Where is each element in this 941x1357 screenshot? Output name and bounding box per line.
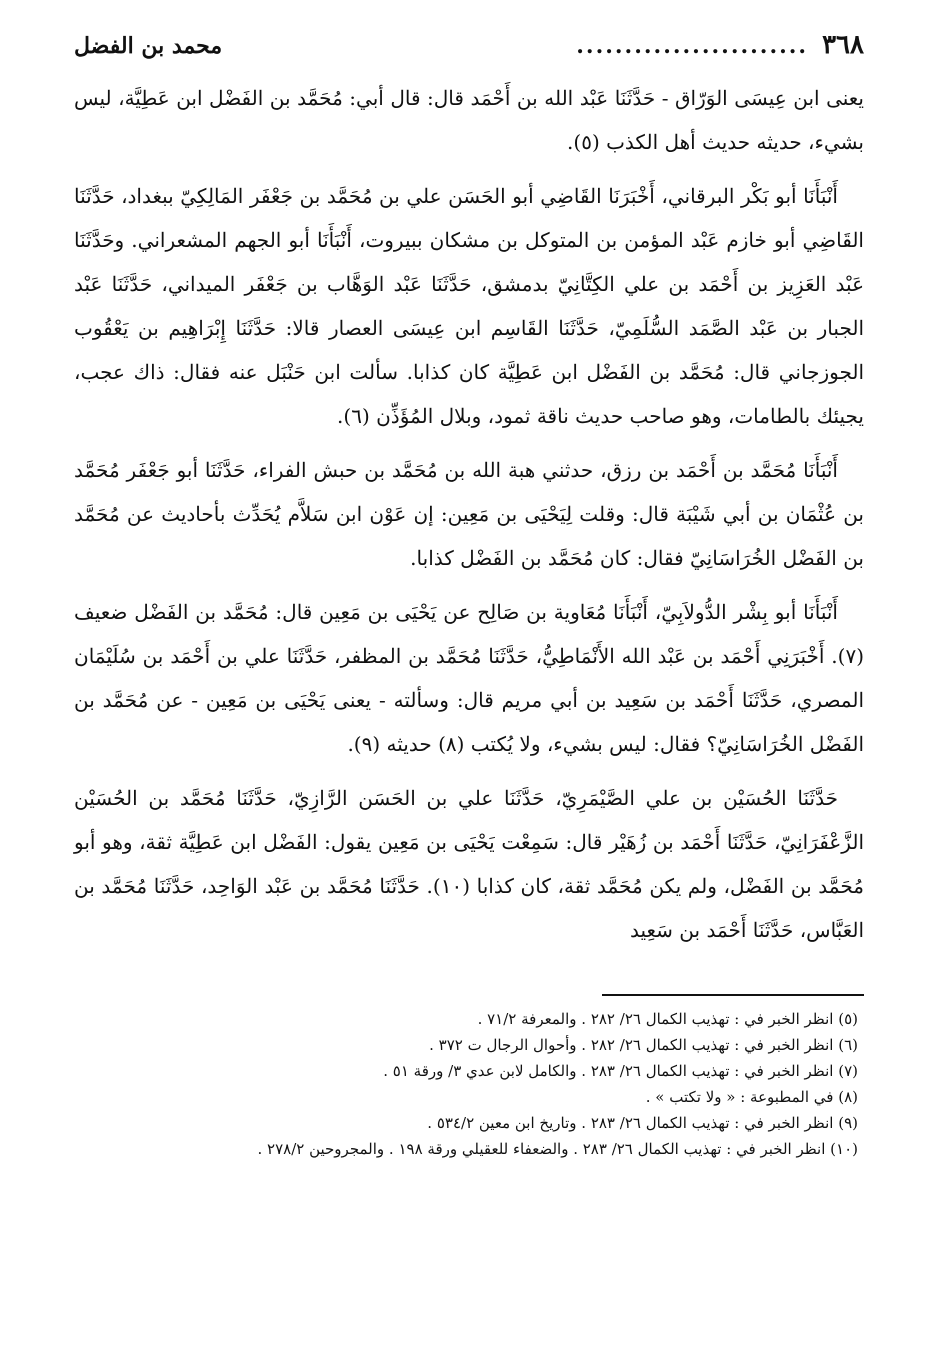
paragraph-1: يعنى ابن عِيسَى الوَرّاق - حَدَّثَنَا عَبْد الله بن أَحْمَد قال: قال أبي: مُحَمَّد بن الفَضْل ابن عَطِيَّة، ليس بشيء، حديثه حديث أهل الكذب (٥). (74, 86, 865, 154)
footnote-10: (١٠) انظر الخبر في : تهذيب الكمال ٢٦/ ٢٨٣ . والضعفاء للعقيلي ورقة ١٩٨ . والمجروحين ٢٧٨/٢ . (257, 1140, 858, 1158)
book-page (74, 30, 864, 1340)
paragraph-4: أَنْبَأَنَا أبو بِشْر الدُّولاَبِيّ، أَنْبَأَنَا مُعَاوية بن صَالِح عن يَحْيَى بن مَعِين قال: مُحَمَّد بن الفَضْل ضعيف (٧). أَخْبَرَنِي أَحْمَد بن عَبْد الله الأَنْمَاطِيُّ، حَدَّثَنَا مُحَمَّد بن المظفر، حَدَّثَنَا علي بن أَحْمَد بن سُلَيْمَان المصري، حَدَّثَنَا أَحْمَد بن سَعِيد بن أبي مريم قال: وسألته - يعنى يَحْيَى بن مَعِين - عن مُحَمَّد بن الفَضْل الخُرَاسَانِيّ؟ فقال: ليس بشيء، ولا يُكتب (٨) حديثه (٩). (74, 600, 864, 756)
footnote-8: (٨) في المطبوعة : « ولا تكتب » . (645, 1088, 858, 1106)
main-text (74, 76, 864, 952)
footnotes (74, 1006, 864, 1162)
footnote-divider (602, 994, 864, 996)
paragraph-2: أَنْبَأَنَا أبو بَكْر البرقاني، أَخْبَرَنَا القَاضِي أبو الحَسَن علي بن مُحَمَّد بن جَعْفَر المَالِكِيّ ببغداد، حَدَّثَنَا القَاضِي أبو خازم عَبْد المؤمن بن المتوكل بن مشكان ببيروت، أَنْبَأَنَا أبو الجهم المشعراني. وحَدَّثَنَا عَبْد العَزِيز بن أَحْمَد بن علي الكِتَّانِيّ بدمشق، حَدَّثَنَا عَبْد الوَهَّاب بن جَعْفَر الميداني، حَدَّثَنَا عَبْد الجبار بن عَبْد الصَّمَد السُّلَمِيّ، حَدَّثَنَا القَاسِم ابن عِيسَى العصار قالا: حَدَّثَنَا إِبْرَاهِيم بن يَعْقُوب الجوزجاني قال: مُحَمَّد بن الفَضْل ابن عَطِيَّة كان كذابا. سألت ابن حَنْبَل عنه فقال: ذاك عجب، يجيئك بالطامات، وهو صاحب حديث ناقة ثمود، وبلال المُؤَذِّن (٦). (74, 184, 864, 428)
paragraph-3: أَنْبَأَنَا مُحَمَّد بن أَحْمَد بن رزق، حدثني هبة الله بن مُحَمَّد بن حبش الفراء، حَدَّثَنَا أبو جَعْفَر مُحَمَّد بن عُثْمَان بن أبي شَيْبَة قال: وقلت لِيَحْيَى بن مَعِين: إن عَوْن ابن سَلاَّم يُحَدِّث بأحاديث عن مُحَمَّد بن الفَضْل الخُرَاسَانِيّ فقال: كان مُحَمَّد بن الفَضْل كذابا. (74, 458, 864, 570)
page-number: ٣٦٨ (822, 30, 864, 60)
footnote-7: (٧) انظر الخبر في : تهذيب الكمال ٢٦/ ٢٨٣ . والكامل لابن عدي ٣/ ورقة ٥١ . (383, 1062, 858, 1080)
footnote-6: (٦) انظر الخبر في : تهذيب الكمال ٢٦/ ٢٨٢ . وأحوال الرجال ت ٣٧٢ . (429, 1036, 858, 1054)
running-title: محمد بن الفضل (74, 33, 223, 59)
running-head (74, 30, 864, 74)
leader-dots: ........................ (576, 33, 809, 59)
paragraph-5: حَدَّثَنَا الحُسَيْن بن علي الصَّيْمَرِيّ، حَدَّثَنَا علي بن الحَسَن الرَّازِيّ، حَدَّثَنَا مُحَمَّد بن الحُسَيْن الزَّعْفَرَانِيّ، حَدَّثَنَا أَحْمَد بن زُهَيْر قال: سَمِعْت يَحْيَى بن مَعِين يقول: الفَضْل ابن عَطِيَّة ثقة، وهو أبو مُحَمَّد بن الفَضْل، ولم يكن مُحَمَّد ثقة، كان كذابا (١٠). حَدَّثَنَا مُحَمَّد بن عَبْد الوَاحِد، حَدَّثَنَا مُحَمَّد بن العَبَّاس، حَدَّثَنَا أَحْمَد بن سَعِيد (74, 786, 864, 942)
footnote-5: (٥) انظر الخبر في : تهذيب الكمال ٢٦/ ٢٨٢ . والمعرفة ٧١/٢ . (477, 1010, 858, 1028)
footnote-9: (٩) انظر الخبر في : تهذيب الكمال ٢٦/ ٢٨٣ . وتاريخ ابن معين ٥٣٤/٢ . (427, 1114, 858, 1132)
